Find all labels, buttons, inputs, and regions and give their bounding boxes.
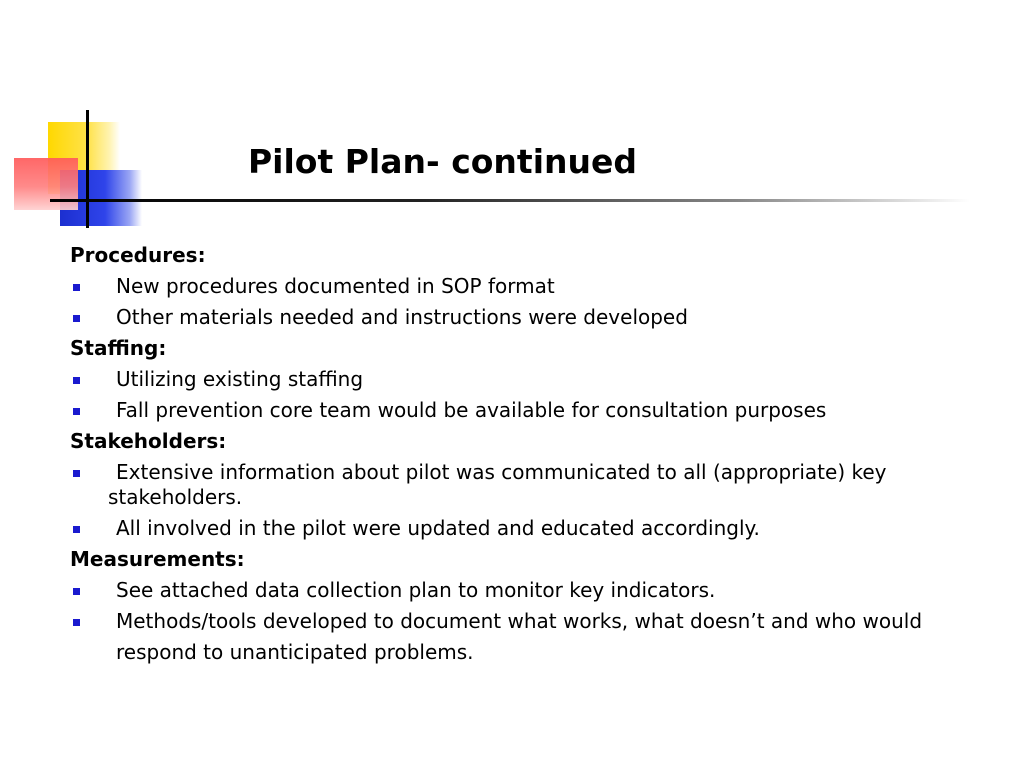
section-heading-staffing: Staffing: (70, 336, 167, 360)
bullet-item (70, 395, 1000, 426)
bullet-item (70, 271, 1000, 302)
bullet-item (70, 575, 1000, 606)
square-bullet-icon (73, 470, 80, 477)
bullet-text: Extensive information about pilot was communicated to all (appropriate) key stakeholders. (108, 460, 887, 509)
bullet-item (70, 457, 1000, 513)
bullet-text: All involved in the pilot were updated and educated accordingly. (116, 516, 760, 540)
bullet-text: See attached data collection plan to monitor key indicators. (116, 578, 716, 602)
square-bullet-icon (73, 588, 80, 595)
bullet-text: Other materials needed and instructions were developed (116, 305, 688, 329)
section-heading-stakeholders: Stakeholders: (70, 429, 227, 453)
bullet-text: Methods/tools developed to document what works, what doesn’t and who would respond to unanticipated problems. (116, 609, 923, 664)
bullet-item (70, 513, 1000, 544)
slide-title: Pilot Plan- continued (248, 142, 637, 181)
bullet-text: New procedures documented in SOP format (116, 274, 555, 298)
section-heading-procedures: Procedures: (70, 243, 206, 267)
red-square-shape (14, 158, 78, 210)
vertical-rule (86, 110, 89, 228)
bullet-text: Fall prevention core team would be available for consultation purposes (116, 398, 827, 422)
section-heading-measurements: Measurements: (70, 547, 245, 571)
square-bullet-icon (73, 408, 80, 415)
slide-logo-decoration (0, 0, 160, 240)
bullet-item (70, 364, 1000, 395)
bullet-item (70, 606, 1000, 668)
bullet-item (70, 302, 1000, 333)
bullet-text: Utilizing existing staffing (116, 367, 364, 391)
title-underline-rule (50, 199, 970, 202)
square-bullet-icon (73, 284, 80, 291)
square-bullet-icon (73, 315, 80, 322)
square-bullet-icon (73, 377, 80, 384)
slide-body (70, 240, 1000, 668)
square-bullet-icon (73, 619, 80, 626)
square-bullet-icon (73, 526, 80, 533)
